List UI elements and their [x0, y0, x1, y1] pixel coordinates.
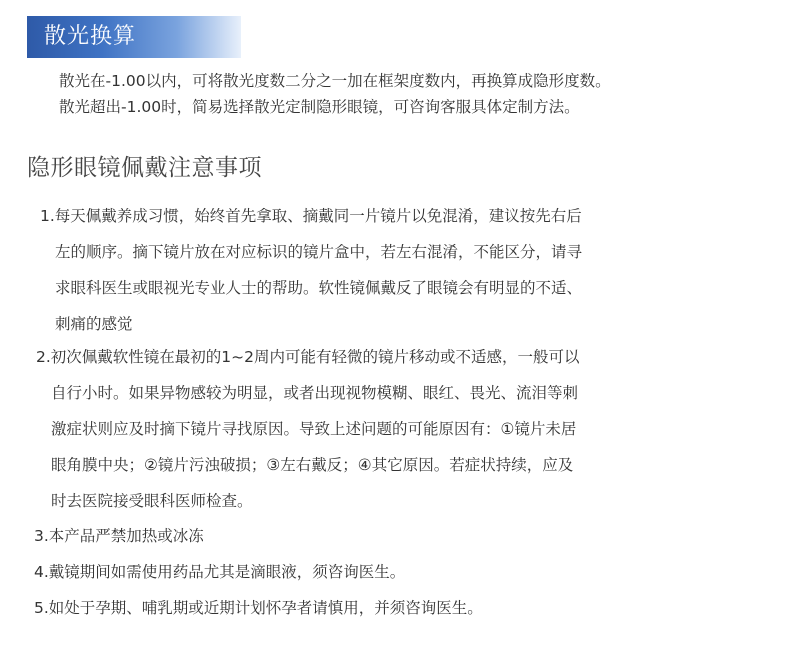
section-title: 隐形眼镜佩戴注意事项: [27, 155, 262, 181]
notice-item-5: [34, 590, 483, 626]
notice-line: 时去医院接受眼科医师检查。: [51, 492, 253, 510]
notice-item-2: [36, 339, 580, 519]
notice-line: 左的顺序。摘下镜片放在对应标识的镜片盒中，若左右混淆，不能区分，请寻: [55, 243, 583, 261]
intro-line: 散光超出-1.00时，简易选择散光定制隐形眼镜，可咨询客服具体定制方法。: [59, 98, 580, 116]
notice-line: 刺痛的感觉: [55, 315, 133, 333]
notice-line: 自行小时。如果异物感较为明显，或者出现视物模糊、眼红、畏光、流泪等刺: [51, 384, 579, 402]
notice-line: 4.戴镜期间如需使用药品尤其是滴眼液，须咨询医生。: [34, 563, 406, 581]
intro-text: [59, 68, 611, 120]
banner-title: 散光换算: [44, 24, 137, 49]
notice-item-3: [34, 518, 204, 554]
notice-line: 2.初次佩戴软性镜在最初的1~2周内可能有轻微的镜片移动或不适感，一般可以: [36, 348, 580, 366]
notice-item-1: [40, 198, 582, 342]
intro-line: 散光在-1.00以内，可将散光度数二分之一加在框架度数内，再换算成隐形度数。: [59, 72, 611, 90]
section-banner: [27, 16, 241, 58]
notice-item-4: [34, 554, 405, 590]
notice-line: 1.每天佩戴养成习惯，始终首先拿取、摘戴同一片镜片以免混淆，建议按先右后: [40, 207, 582, 225]
notice-line: 求眼科医生或眼视光专业人士的帮助。软性镜佩戴反了眼镜会有明显的不适、: [55, 279, 583, 297]
notice-line: 激症状则应及时摘下镜片寻找原因。导致上述问题的可能原因有：①镜片未居: [51, 420, 577, 438]
notice-line: 5.如处于孕期、哺乳期或近期计划怀孕者请慎用，并须咨询医生。: [34, 599, 483, 617]
notice-line: 3.本产品严禁加热或冰冻: [34, 527, 204, 545]
notice-line: 眼角膜中央；②镜片污浊破损；③左右戴反；④其它原因。若症状持续，应及: [51, 456, 574, 474]
